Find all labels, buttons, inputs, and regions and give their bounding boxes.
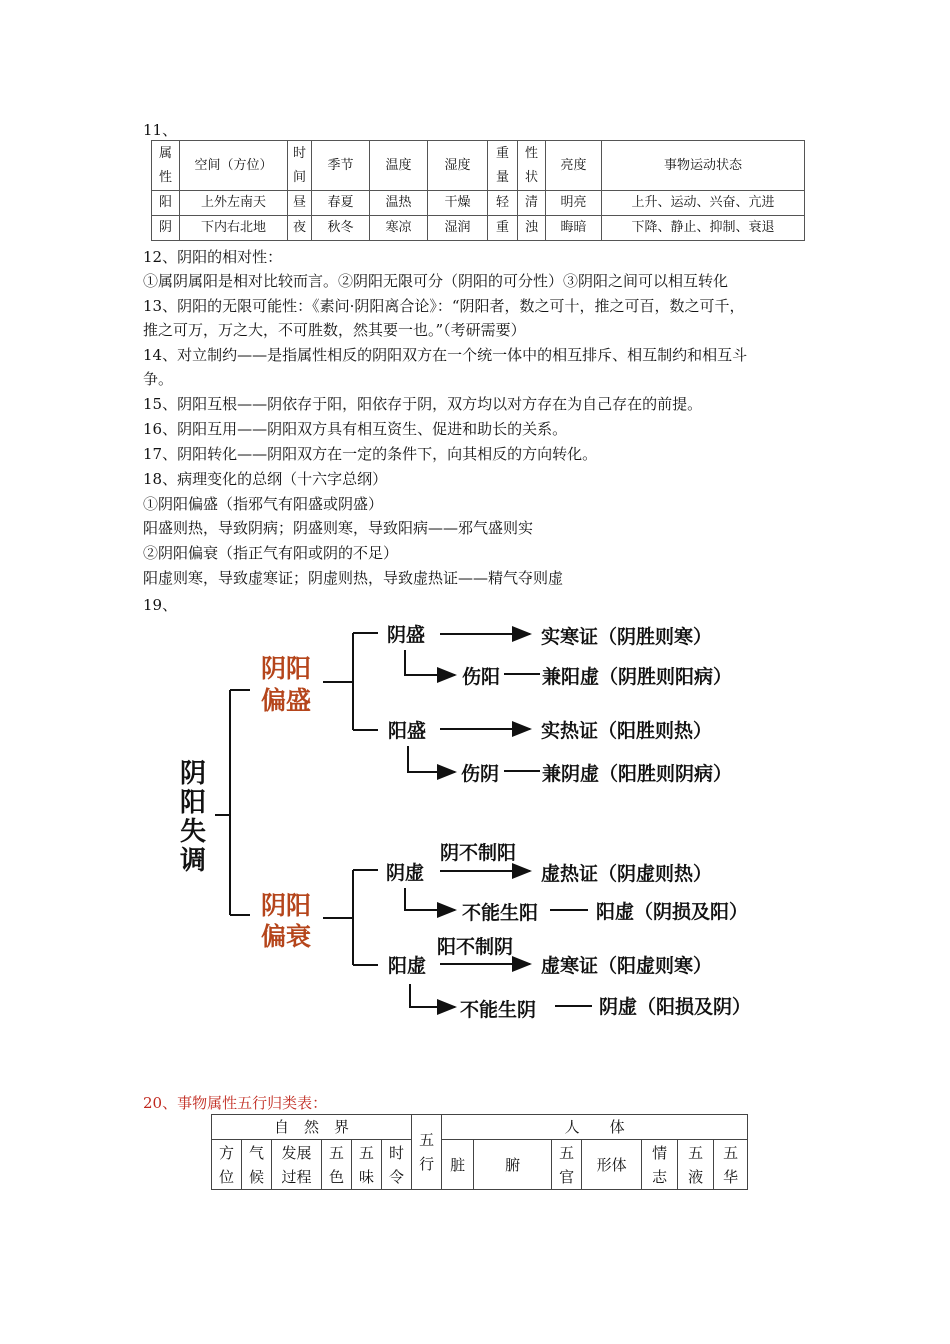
header-cell: 时间 xyxy=(288,141,312,191)
subheader-cell: 五味 xyxy=(352,1140,382,1190)
header-cell: 亮度 xyxy=(546,141,602,191)
node-yang-deficiency-condition: 阳不制阴 xyxy=(437,936,514,958)
header-cell: 性状 xyxy=(518,141,546,191)
table-cell: 夜 xyxy=(288,216,312,241)
category-deficiency-line1: 阴阳 xyxy=(261,891,312,920)
node-yin-excess: 阴盛 xyxy=(387,624,426,646)
header-cell: 湿度 xyxy=(428,141,488,191)
subheader-cell: 五液 xyxy=(678,1140,714,1190)
node-yin-excess-harm: 伤阳 xyxy=(462,666,501,688)
root-char: 阴 xyxy=(180,759,207,789)
table-cell: 明亮 xyxy=(546,191,602,216)
header-cell: 属性 xyxy=(152,141,180,191)
table-cell: 温热 xyxy=(370,191,428,216)
table-subheader-row xyxy=(212,1140,748,1190)
header-cell: 空间（方位） xyxy=(180,141,288,191)
node-yang-excess-harm-result: 兼阴虚（阳胜则阴病） xyxy=(542,763,733,785)
node-yin-deficiency: 阴虚 xyxy=(386,862,425,884)
table-cell: 阳 xyxy=(152,191,180,216)
header-cell: 事物运动状态 xyxy=(602,141,805,191)
node-yin-deficiency-harm-result: 阳虚（阴损及阳） xyxy=(596,901,749,923)
subheader-cell: 气候 xyxy=(242,1140,272,1190)
section-12-title: 12、阴阳的相对性： xyxy=(143,248,283,266)
subheader-cell: 五官 xyxy=(552,1140,582,1190)
node-yang-deficiency-result: 虚寒证（阳虚则寒） xyxy=(541,955,713,977)
section-18-item1: ①阴阳偏盛（指邪气有阳盛或阴盛） xyxy=(143,495,384,513)
section-18-item2: ②阴阳偏衰（指正气有阳或阴的不足） xyxy=(143,544,399,562)
root-char: 失 xyxy=(180,817,207,847)
table-cell: 湿润 xyxy=(428,216,488,241)
subheader-cell: 情志 xyxy=(642,1140,678,1190)
table-cell: 昼 xyxy=(288,191,312,216)
table-cell: 重 xyxy=(488,216,518,241)
section-13-line2: 推之可万，万之大，不可胜数，然其要一也。”（考研需要） xyxy=(143,321,526,339)
section-14-line1: 14、对立制约——是指属性相反的阴阳双方在一个统一体中的相互排斥、相互制约和相互斗 xyxy=(143,346,748,364)
node-yang-excess: 阳盛 xyxy=(388,720,427,742)
section-18-title: 18、病理变化的总纲（十六字总纲） xyxy=(143,470,388,488)
node-yin-deficiency-result: 虚热证（阴虚则热） xyxy=(541,863,713,885)
table-cell: 晦暗 xyxy=(546,216,602,241)
section-18-item2-detail: 阳虚则寒，导致虚寒证；阴虚则热，导致虚热证——精气夺则虚 xyxy=(143,569,564,587)
subheader-cell: 脏 xyxy=(442,1140,474,1190)
section-12-body: ①属阴属阳是相对比较而言。②阴阳无限可分（阴阳的可分性）③阴阳之间可以相互转化 xyxy=(143,272,729,290)
subheader-cell: 五色 xyxy=(322,1140,352,1190)
node-yang-excess-result: 实热证（阳胜则热） xyxy=(541,720,713,742)
root-char: 调 xyxy=(180,846,207,876)
node-yin-deficiency-harm: 不能生阳 xyxy=(462,902,539,924)
root-char: 阳 xyxy=(180,788,207,818)
table-cell: 下降、静止、抑制、衰退 xyxy=(602,216,805,241)
category-excess-line2: 偏盛 xyxy=(261,686,312,715)
section-16: 16、阴阳互用——阴阳双方具有相互资生、促进和助长的关系。 xyxy=(143,420,568,438)
header-nature: 自 然 界 xyxy=(212,1115,412,1140)
category-excess-line1: 阴阳 xyxy=(261,654,312,683)
node-yang-excess-harm: 伤阴 xyxy=(461,763,500,785)
table-cell: 寒凉 xyxy=(370,216,428,241)
table-cell: 上升、运动、兴奋、亢进 xyxy=(602,191,805,216)
section-17: 17、阴阳转化——阴阳双方在一定的条件下，向其相反的方向转化。 xyxy=(143,445,598,463)
section-20-title: 20、事物属性五行归类表： xyxy=(143,1094,328,1112)
section-13-line1: 13、阴阳的无限可能性：《素问·阴阳离合论》：“阴阳者，数之可十，推之可百，数之可千， xyxy=(143,297,745,315)
category-deficiency-line2: 偏衰 xyxy=(261,922,312,951)
table-cell: 轻 xyxy=(488,191,518,216)
node-yang-deficiency-harm: 不能生阴 xyxy=(460,999,537,1021)
table-cell: 春夏 xyxy=(312,191,370,216)
node-yang-deficiency: 阳虚 xyxy=(388,955,427,977)
header-cell: 温度 xyxy=(370,141,428,191)
table-header-row xyxy=(212,1115,748,1140)
node-yin-excess-harm-result: 兼阳虚（阴胜则阳病） xyxy=(542,666,733,688)
subheader-cell: 方位 xyxy=(212,1140,242,1190)
table-cell: 浊 xyxy=(518,216,546,241)
subheader-cell: 发展过程 xyxy=(272,1140,322,1190)
node-yin-excess-result: 实寒证（阴胜则寒） xyxy=(541,626,713,648)
subheader-cell: 形体 xyxy=(582,1140,642,1190)
subheader-cell: 五华 xyxy=(714,1140,748,1190)
table-cell: 阴 xyxy=(152,216,180,241)
header-element: 五行 xyxy=(412,1115,442,1190)
node-yang-deficiency-harm-result: 阴虚（阳损及阴） xyxy=(599,996,752,1018)
section-18-item1-detail: 阳盛则热，导致阴病；阴盛则寒，导致阳病——邪气盛则实 xyxy=(143,519,534,537)
table-cell: 下内右北地 xyxy=(180,216,288,241)
five-elements-table xyxy=(211,1114,748,1190)
table-cell: 上外左南天 xyxy=(180,191,288,216)
table-cell: 清 xyxy=(518,191,546,216)
header-cell: 重量 xyxy=(488,141,518,191)
table-cell: 干燥 xyxy=(428,191,488,216)
table-cell: 秋冬 xyxy=(312,216,370,241)
header-human: 人 体 xyxy=(442,1115,748,1140)
node-yin-deficiency-condition: 阴不制阳 xyxy=(440,842,517,864)
section-15: 15、阴阳互根——阴依存于阳，阳依存于阴，双方均以对方存在为自己存在的前提。 xyxy=(143,395,703,413)
section-19-label: 19、 xyxy=(143,596,178,614)
subheader-cell: 时令 xyxy=(382,1140,412,1190)
header-cell: 季节 xyxy=(312,141,370,191)
section-11-label: 11、 xyxy=(143,121,178,139)
section-14-line2: 争。 xyxy=(143,370,174,388)
subheader-cell: 腑 xyxy=(474,1140,552,1190)
